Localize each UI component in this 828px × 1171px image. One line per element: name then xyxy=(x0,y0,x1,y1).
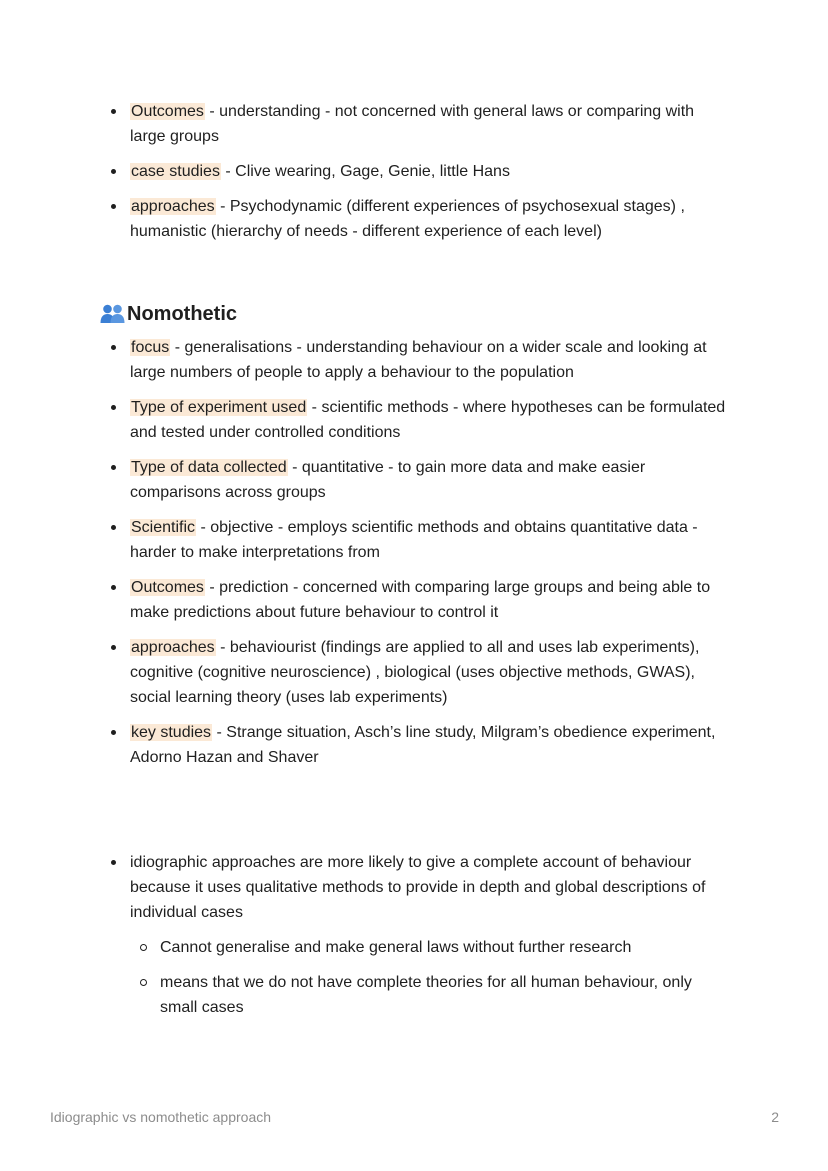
highlighted-term: Type of experiment used xyxy=(131,399,307,416)
list-item-text: - behaviourist (findings are applied to all and uses lab experiments), cognitive (cognitive neuroscience) , biological (uses objective methods, GWAS), social learning theory (uses lab experiments) xyxy=(130,639,700,706)
sub-list xyxy=(130,935,726,1020)
list-item-text: - Psychodynamic (different experiences of psychosexual stages) , humanistic (hierarchy of needs - different experience of each level) xyxy=(130,198,685,240)
list-item-text: - quantitative - to gain more data and make easier comparisons across groups xyxy=(130,459,646,501)
highlighted-term: focus xyxy=(131,339,170,356)
highlighted-term: case studies xyxy=(131,163,220,180)
list-item-text: - understanding - not concerned with general laws or comparing with large groups xyxy=(130,103,695,145)
footer-page-number: 2 xyxy=(771,1109,779,1125)
list-item-text: - Strange situation, Asch’s line study, Milgram’s obedience experiment, Adorno Hazan and Shaver xyxy=(130,724,716,766)
footer-document-title: Idiographic vs nomothetic approach xyxy=(50,1109,272,1125)
section-heading-nomothetic xyxy=(100,300,237,328)
highlighted-term: key studies xyxy=(131,724,212,741)
list-item xyxy=(106,515,726,565)
list-item xyxy=(106,850,726,1020)
list-item-text: - generalisations - understanding behaviour on a wider scale and looking at large numbers of people to apply a behaviour to the population xyxy=(130,339,707,381)
list-item xyxy=(106,455,726,505)
evaluation-list xyxy=(106,850,726,1030)
evaluation-point-text: idiographic approaches are more likely to give a complete account of behaviour because it uses qualitative methods to provide in depth and global descriptions of individual cases xyxy=(130,854,706,921)
list-item xyxy=(106,395,726,445)
sub-list-item: means that we do not have complete theories for all human behaviour, only small cases xyxy=(130,970,726,1020)
list-item-text: - scientific methods - where hypotheses can be formulated and tested under controlled conditions xyxy=(130,399,726,441)
list-item xyxy=(106,635,726,710)
list-item xyxy=(106,159,726,184)
list-item xyxy=(106,575,726,625)
highlighted-term: Outcomes xyxy=(131,103,204,120)
highlighted-term: approaches xyxy=(131,639,215,656)
highlighted-term: Outcomes xyxy=(131,579,204,596)
list-item-text: - prediction - concerned with comparing large groups and being able to make predictions about future behaviour to control it xyxy=(130,579,711,621)
highlighted-term: Type of data collected xyxy=(131,459,287,476)
list-item xyxy=(106,99,726,149)
list-item-text: - Clive wearing, Gage, Genie, little Hans xyxy=(220,163,510,180)
idiographic-list xyxy=(106,99,726,254)
sub-list-item: Cannot generalise and make general laws without further research xyxy=(130,935,726,960)
list-item xyxy=(106,194,726,244)
list-item xyxy=(106,335,726,385)
list-item xyxy=(106,720,726,770)
nomothetic-list xyxy=(106,335,726,780)
highlighted-term: Scientific xyxy=(131,519,196,536)
section-heading-text: Nomothetic xyxy=(127,303,237,325)
highlighted-term: approaches xyxy=(131,198,215,215)
two-people-icon xyxy=(100,303,126,325)
list-item-text: - objective - employs scientific methods and obtains quantitative data - harder to make interpretations from xyxy=(130,519,698,561)
